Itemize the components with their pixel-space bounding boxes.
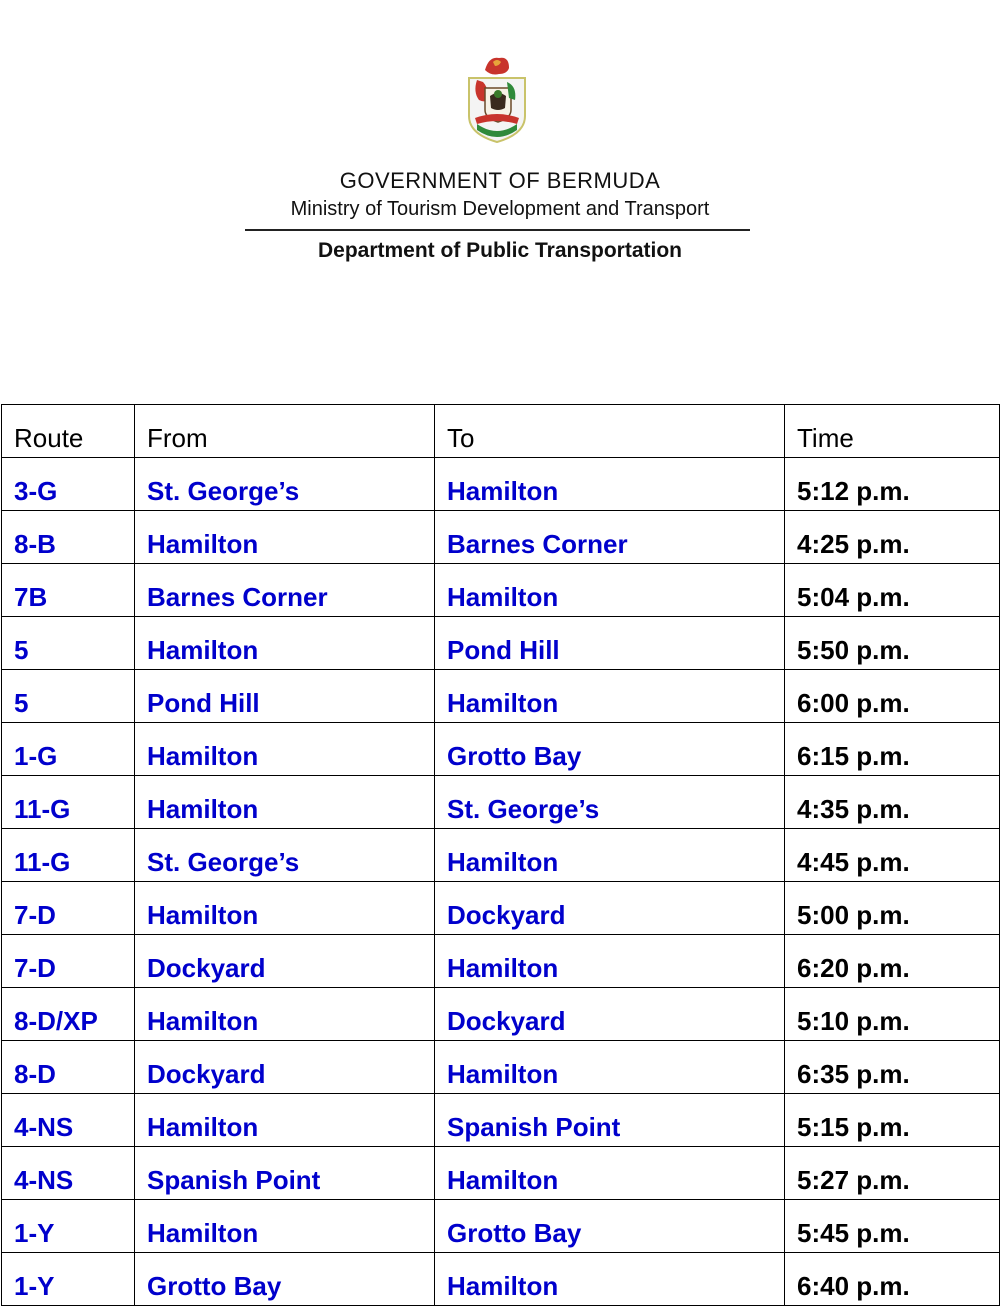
- to-cell: Barnes Corner: [435, 511, 785, 564]
- route-cell: 7B: [2, 564, 135, 617]
- route-cell: 8-B: [2, 511, 135, 564]
- time-cell: 5:15 p.m.: [785, 1094, 1000, 1147]
- to-cell: Grotto Bay: [435, 723, 785, 776]
- from-cell: Dockyard: [135, 1041, 435, 1094]
- from-cell: Hamilton: [135, 617, 435, 670]
- table-header-row: [2, 405, 1000, 458]
- from-cell: Hamilton: [135, 776, 435, 829]
- from-cell: Pond Hill: [135, 670, 435, 723]
- time-cell: 6:40 p.m.: [785, 1253, 1000, 1306]
- route-cell: 8-D: [2, 1041, 135, 1094]
- department-title: Department of Public Transportation: [317, 239, 683, 262]
- from-cell: Dockyard: [135, 935, 435, 988]
- table-row: [2, 1253, 1000, 1306]
- from-cell: Barnes Corner: [135, 564, 435, 617]
- table-row: [2, 935, 1000, 988]
- table-row: [2, 1041, 1000, 1094]
- from-cell: Hamilton: [135, 1094, 435, 1147]
- government-title: GOVERNMENT OF BERMUDA: [339, 168, 661, 193]
- header-route: Route: [2, 405, 135, 458]
- route-cell: 1-Y: [2, 1253, 135, 1306]
- header-divider: [245, 229, 750, 231]
- table-row: [2, 1094, 1000, 1147]
- table-row: [2, 829, 1000, 882]
- time-cell: 6:00 p.m.: [785, 670, 1000, 723]
- table-row: [2, 564, 1000, 617]
- time-cell: 4:25 p.m.: [785, 511, 1000, 564]
- to-cell: Grotto Bay: [435, 1200, 785, 1253]
- to-cell: Hamilton: [435, 935, 785, 988]
- from-cell: Spanish Point: [135, 1147, 435, 1200]
- table-row: [2, 723, 1000, 776]
- from-cell: St. George’s: [135, 829, 435, 882]
- time-cell: 5:10 p.m.: [785, 988, 1000, 1041]
- ministry-title: Ministry of Tourism Development and Transport: [290, 198, 710, 220]
- from-cell: Grotto Bay: [135, 1253, 435, 1306]
- from-cell: St. George’s: [135, 458, 435, 511]
- to-cell: Pond Hill: [435, 617, 785, 670]
- table-row: [2, 988, 1000, 1041]
- from-cell: Hamilton: [135, 988, 435, 1041]
- route-cell: 4-NS: [2, 1147, 135, 1200]
- to-cell: Hamilton: [435, 1147, 785, 1200]
- to-cell: Spanish Point: [435, 1094, 785, 1147]
- to-cell: St. George’s: [435, 776, 785, 829]
- to-cell: Hamilton: [435, 670, 785, 723]
- to-cell: Hamilton: [435, 829, 785, 882]
- from-cell: Hamilton: [135, 882, 435, 935]
- header-to: To: [435, 405, 785, 458]
- route-cell: 5: [2, 670, 135, 723]
- table-row: [2, 617, 1000, 670]
- time-cell: 5:27 p.m.: [785, 1147, 1000, 1200]
- to-cell: Hamilton: [435, 1041, 785, 1094]
- route-cell: 4-NS: [2, 1094, 135, 1147]
- time-cell: 4:35 p.m.: [785, 776, 1000, 829]
- route-cell: 7-D: [2, 935, 135, 988]
- time-cell: 6:15 p.m.: [785, 723, 1000, 776]
- time-cell: 6:35 p.m.: [785, 1041, 1000, 1094]
- table-row: [2, 1147, 1000, 1200]
- route-cell: 11-G: [2, 829, 135, 882]
- to-cell: Hamilton: [435, 564, 785, 617]
- header-from: From: [135, 405, 435, 458]
- route-cell: 1-Y: [2, 1200, 135, 1253]
- header-time: Time: [785, 405, 1000, 458]
- route-cell: 3-G: [2, 458, 135, 511]
- from-cell: Hamilton: [135, 723, 435, 776]
- to-cell: Dockyard: [435, 882, 785, 935]
- time-cell: 4:45 p.m.: [785, 829, 1000, 882]
- time-cell: 5:12 p.m.: [785, 458, 1000, 511]
- to-cell: Hamilton: [435, 458, 785, 511]
- route-cell: 7-D: [2, 882, 135, 935]
- route-cell: 1-G: [2, 723, 135, 776]
- table-row: [2, 511, 1000, 564]
- route-cell: 5: [2, 617, 135, 670]
- table-row: [2, 458, 1000, 511]
- time-cell: 5:00 p.m.: [785, 882, 1000, 935]
- table-row: [2, 670, 1000, 723]
- coat-of-arms-icon: [463, 52, 531, 144]
- time-cell: 6:20 p.m.: [785, 935, 1000, 988]
- table-row: [2, 1200, 1000, 1253]
- from-cell: Hamilton: [135, 1200, 435, 1253]
- time-cell: 5:45 p.m.: [785, 1200, 1000, 1253]
- from-cell: Hamilton: [135, 511, 435, 564]
- table-row: [2, 882, 1000, 935]
- time-cell: 5:50 p.m.: [785, 617, 1000, 670]
- bus-schedule-table: [1, 404, 1000, 1306]
- time-cell: 5:04 p.m.: [785, 564, 1000, 617]
- to-cell: Dockyard: [435, 988, 785, 1041]
- route-cell: 8-D/XP: [2, 988, 135, 1041]
- table-row: [2, 776, 1000, 829]
- to-cell: Hamilton: [435, 1253, 785, 1306]
- route-cell: 11-G: [2, 776, 135, 829]
